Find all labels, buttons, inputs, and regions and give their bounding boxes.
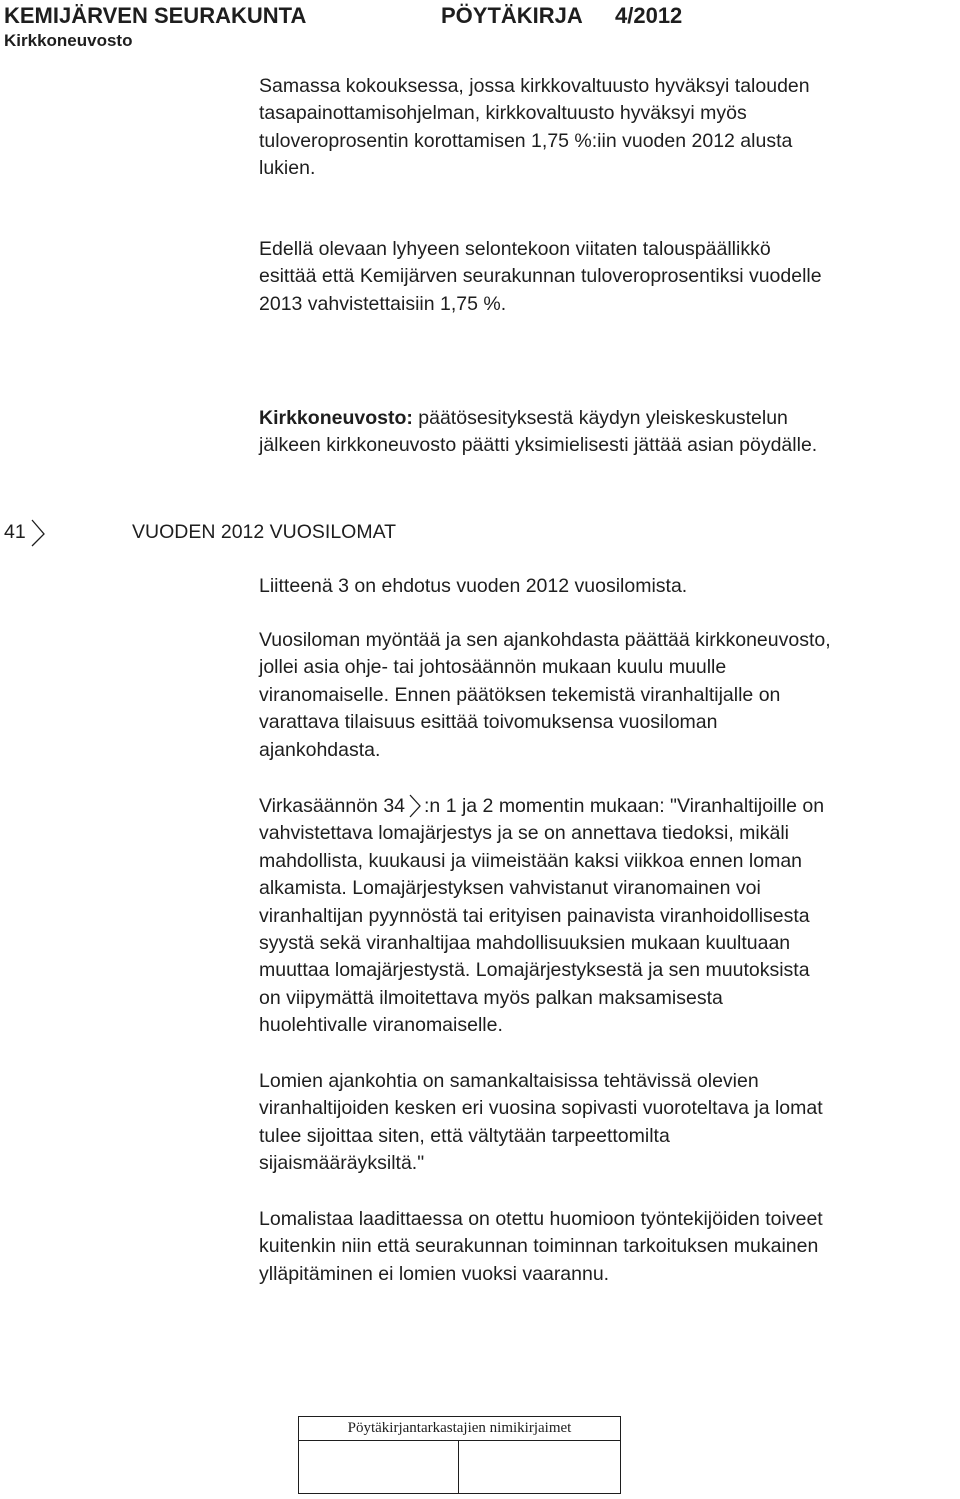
section-title: VUODEN 2012 VUOSILOMAT xyxy=(132,521,397,543)
text-line: alkamista. Lomajärjestyksen vahvistanut viranomainen voi xyxy=(259,877,761,900)
document-number: 4/2012 xyxy=(615,3,683,28)
paragraph-regulation xyxy=(259,793,824,1040)
signature-box xyxy=(298,1416,621,1494)
section-sign-icon xyxy=(31,518,45,548)
text-line: Edellä olevaan lyhyeen selontekoon viitaten talouspäällikkö xyxy=(259,238,771,260)
text-line: ylläpitäminen ei lomien vuoksi vaarannu. xyxy=(259,1262,610,1285)
text-line: 2013 vahvistettaisiin 1,75 %. xyxy=(259,292,507,315)
text-line: Lomalistaa laadittaessa on otettu huomioon työntekijöiden toiveet xyxy=(259,1208,823,1230)
section-sign-icon xyxy=(409,793,421,819)
text-line: varattava tilaisuus esittää toivomuksensa vuosiloman xyxy=(259,711,718,734)
text-line: Liitteenä 3 on ehdotus vuoden 2012 vuosilomista. xyxy=(259,575,688,597)
paragraph-vacation-planning xyxy=(259,1206,823,1288)
regulation-ref: Virkasäännön 34 xyxy=(259,795,406,817)
regulation-text: :n 1 ja 2 momentin mukaan: "Viranhaltijoille on xyxy=(424,795,825,817)
text-line: mahdollista, kuukausi ja viimeistään kaksi viikkoa ennen loman xyxy=(259,849,803,872)
text-line: Samassa kokouksessa, jossa kirkkovaltuusto hyväksyi talouden xyxy=(259,75,810,97)
text-line: jollei asia ohje- tai johtosäännön mukaan kuulu muulle xyxy=(259,656,727,679)
text-line: viranhaltijoiden kesken eri vuosina sopivasti vuoroteltava ja lomat xyxy=(259,1097,823,1120)
text-line: Lomien ajankohtia on samankaltaisissa tehtävissä olevien xyxy=(259,1070,759,1092)
text-line: syystä sekä viranhaltijaa mahdollisuuksien mukaan kuultuaan xyxy=(259,932,791,955)
text-line: huolehtivalle viranomaiselle. xyxy=(259,1014,503,1037)
organization-name: KEMIJÄRVEN SEURAKUNTA xyxy=(4,3,307,28)
paragraph-budget-balancing xyxy=(259,73,810,183)
text-line: jälkeen kirkkoneuvosto päätti yksimielisesti jättää asian pöydälle. xyxy=(259,434,818,457)
decision-text: päätösesityksestä käydyn yleiskeskustelun xyxy=(412,407,788,429)
section-number: 41 xyxy=(4,521,26,543)
paragraph-tax-proposal xyxy=(259,236,822,318)
document-type: PÖYTÄKIRJA xyxy=(441,3,583,28)
text-line: on viipymättä ilmoitettava myös palkan maksamisesta xyxy=(259,986,723,1009)
paragraph-vacation-granting xyxy=(259,627,831,764)
text-line: lukien. xyxy=(259,157,316,180)
text-line xyxy=(259,405,817,432)
text-line: vahvistettava lomajärjestys ja se on annettava tiedoksi, mikäli xyxy=(259,822,790,845)
paragraph-vacation-timing xyxy=(259,1068,823,1178)
decision-label: Kirkkoneuvosto: xyxy=(259,407,413,429)
text-line: muuttaa lomajärjestystä. Lomajärjestyksestä ja sen muutoksista xyxy=(259,959,810,982)
signature-box-title: Pöytäkirjantarkastajien nimikirjaimet xyxy=(299,1417,620,1441)
text-line: Vuosiloman myöntää ja sen ajankohdasta päättää kirkkoneuvosto, xyxy=(259,629,831,651)
text-line: sijaismääräyksiltä." xyxy=(259,1152,425,1175)
text-line: viranomaiselle. Ennen päätöksen tekemistä viranhaltijalle on xyxy=(259,683,781,706)
text-line: esittää että Kemijärven seurakunnan tuloveroprosentiksi vuodelle xyxy=(259,265,822,288)
text-line: viranhaltijan pyynnöstä tai erityisen painavista viranhoidollisesta xyxy=(259,904,810,927)
text-line: tuloveroprosentin korottamisen 1,75 %:iin vuoden 2012 alusta xyxy=(259,129,793,152)
signature-box-divider xyxy=(458,1441,459,1493)
text-line xyxy=(259,793,824,820)
text-line: kuitenkin niin että seurakunnan toiminnan tarkoituksen mukainen xyxy=(259,1235,819,1258)
text-line: tasapainottamisohjelman, kirkkovaltuusto hyväksyi myös xyxy=(259,102,747,125)
body-name: Kirkkoneuvosto xyxy=(4,31,133,50)
text-line: ajankohdasta. xyxy=(259,738,381,761)
paragraph-decision xyxy=(259,405,817,460)
paragraph-attachment xyxy=(259,573,687,600)
text-line: tulee sijoittaa siten, että vältytään tarpeettomilta xyxy=(259,1124,670,1147)
